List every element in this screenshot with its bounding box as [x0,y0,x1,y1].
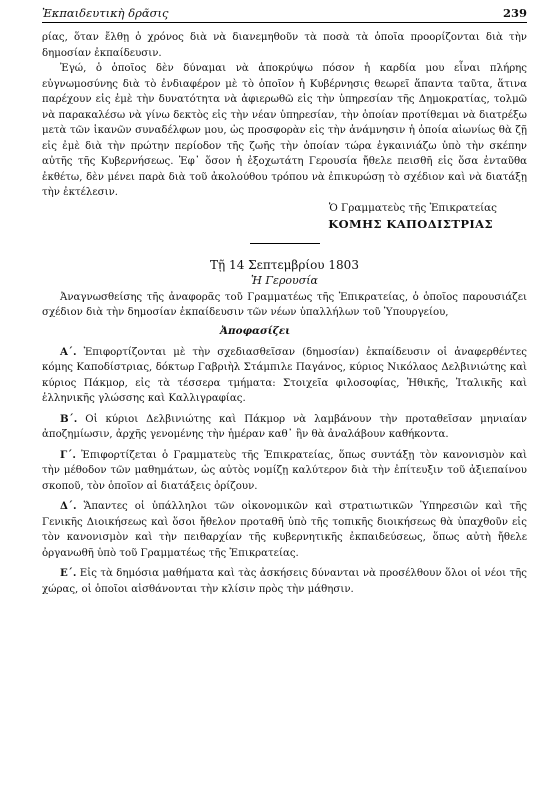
article-c [42,448,527,495]
section-divider [250,243,320,244]
signature-title: Ὁ Γραμματεὺς τῆς Ἐπικρατείας [328,201,497,214]
paragraph-request: Ἐγώ, ὁ ὁποῖος δὲν δύναμαι νὰ ἀποκρύψω πόσον ἡ καρδία μου εἶναι πλήρης εὐγνωμοσύνης διὰ τὸ ἐνδιαφέρον μὲ τὸ ὁποῖον ἡ Κυβέρνησις θεωρεῖ ἅπαντα ταῦτα, ἅτινα παρέχουν εἰς ἐμὲ τὴν δυνατότητα νὰ ἀφιερωθῶ εἰς τὴν ὑπηρεσίαν τῆς Δημοκρατίας, τολμῶ νὰ παρακαλέσω νὰ γίνω δεκτὸς εἰς τὴν νέαν ὑπηρεσίαν, τὴν ὁποίαν προτίθεμαι νὰ διατρέξω μετὰ τῶν ἱκανῶν συναδέλφων μου, ὡς προσφορὰν εἰς τὴν ἀνάμνησιν ἡ ὁποία αἰωνίως θὰ ζῇ εἰς ἐμὲ διὰ τὴν πρώτην περίοδον τῆς ζωῆς τὴν ὁποίαν τώρα ἐγκαινιάζω ὑπὸ τὴν σκέπην αὐτῆς τῆς Κυβερνήσεως. Ἐφ᾽ ὅσον ἡ ἐξοχωτάτη Γερουσία ἤθελε πεισθῆ εἰς ὅσα ἐνταῦθα ἐκθέτω, δὲν μένει παρὰ διὰ τοῦ ἀκολούθου τρόπου νὰ ἐπικυρώσῃ τὸ σχέδιον καὶ νὰ διατάξῃ τὴν ἐκτέλεσιν. [42,63,527,198]
session-preamble: Ἀναγνωσθείσης τῆς ἀναφορᾶς τοῦ Γραμματέως τῆς Ἐπικρατείας, ὁ ὁποῖος παρουσιάζει σχέδιον διὰ τὴν δημοσίαν ἐκπαίδευσιν τῶν νέων ὑπαλλήλων τοῦ Ὑπουργείου, [42,291,527,318]
article-label: Ε΄. [60,567,77,579]
article-text: Ἐπιφορτίζονται μὲ τὴν σχεδιασθεῖσαν (δημοσίαν) ἐκπαίδευσιν οἱ ἀναφερθέντες κόμης Καποδίστριας, δόκτωρ Γαβριὴλ Στάμπιλε Παγάνος, κύριος Νικόλαος Δελβινιώτης καὶ κύριος Πάκμορ, εἰς τὰ τέσσερα τμήματα: Στοιχεῖα φιλοσοφίας, Ἠθικῆς, Ἰταλικῆς καὶ ἑλληνικῆς γλώσσης καὶ Καλλιγραφίας. [42,346,527,404]
article-d [42,499,527,561]
paragraph-continuation: ρίας, ὅταν ἔλθῃ ὁ χρόνος διὰ νὰ διανεμηθοῦν τὰ ποσὰ τὰ ὁποῖα προορίζονται διὰ τὴν δημοσίαν ἐκπαίδευσιν. [42,32,527,59]
session-date: Τῇ 14 Σεπτεμβρίου 1803 [210,257,359,272]
article-text: Οἱ κύριοι Δελβινιώτης καὶ Πάκμορ νὰ λαμβάνουν τὴν προταθεῖσαν μηνιαίαν ἀποζημίωσιν, ἀρχῆς γενομένης τὴν ἡμέραν καθ᾽ ἣν θὰ ἀναλάβουν καθήκοντα. [42,413,527,440]
article-e [42,566,527,597]
signature-name: ΚΟΜΗΣ ΚΑΠΟΔΙΣΤΡΙΑΣ [328,216,493,231]
article-text: Ἐπιφορτίζεται ὁ Γραμματεὺς τῆς Ἐπικρατείας, ὅπως συντάξῃ τὸν κανονισμὸν καὶ τὴν μέθοδον τῶν μαθημάτων, ὡς αὐτὸς νομίζῃ καλύτερον διὰ τὴν ἐπίτευξιν τοῦ ἀξιεπαίνου σκοποῦ, τὸν ὁποῖον αἱ διατάξεις ὁρίζουν. [42,449,527,492]
article-label: Δ΄. [60,500,77,512]
article-b [42,412,527,443]
article-text: Ἅπαντες οἱ ὑπάλληλοι τῶν οἰκονομικῶν καὶ στρατιωτικῶν Ὑπηρεσιῶν καὶ τῆς Γενικῆς Διοικήσεως καὶ ὅσοι ἤθελον προταθῆ ὑπὸ τῆς τοπικῆς διοικήσεως θὰ ὑπαχθοῦν εἰς τὸν κανονισμὸν καὶ τὴν πειθαρχίαν τῆς κυβερνητικῆς ἐκπαιδεύσεως, ὅπως αὐτὴ ἤθελε ὀργανωθῆ ὑπὸ τοῦ Γραμματέως τῆς Ἐπικρατείας. [42,501,527,559]
running-title: Ἐκπαιδευτικὴ δρᾶσις [42,6,169,20]
article-label: Γ΄. [60,448,76,461]
decision-heading: Ἀποφασίζει [220,324,291,337]
article-a [42,345,527,407]
article-label: Β΄. [60,412,78,425]
article-label: Α΄. [60,345,77,358]
page-number: 239 [502,6,527,20]
article-text: Εἰς τὰ δημόσια μαθήματα καὶ τὰς ἀσκήσεις δύνανται νὰ προσέλθουν ὅλοι οἱ νέοι τῆς χώρας, οἱ ὁποῖοι αἰσθάνονται τὴν κλίσιν πρὸς τὴν μάθησιν. [42,568,527,595]
session-body: Ἡ Γερουσία [251,273,318,287]
running-header [42,6,527,23]
document-page [42,6,527,597]
